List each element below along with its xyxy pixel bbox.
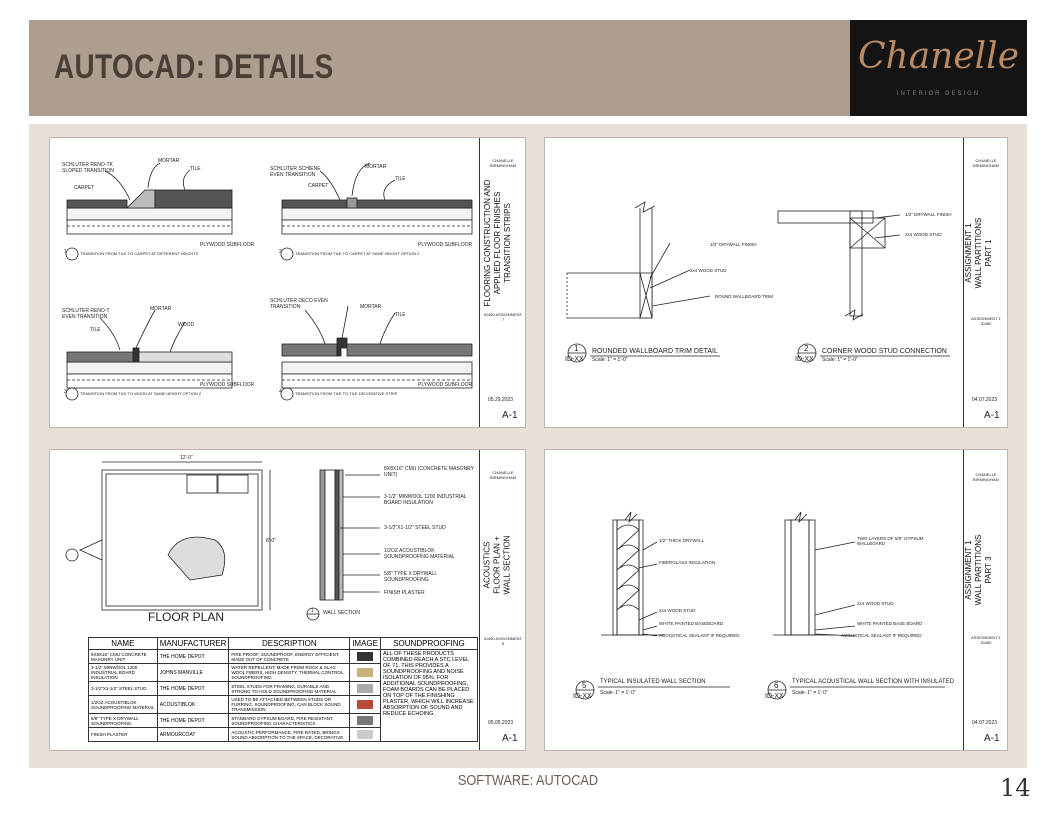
caption-num-5: 5 xyxy=(582,681,587,690)
caption-text-6: TYPICAL ACOUSTICAL WALL SECTION WITH INSULATED xyxy=(792,679,955,685)
title-block xyxy=(479,450,525,750)
cell-manufacturer: THE HOME DEPOT xyxy=(157,650,229,664)
label-carpet-1: CARPET xyxy=(74,185,95,191)
label-baseboard: WHITE PAINTED BASEBOARD xyxy=(659,621,724,626)
label-mortar-4: MORTAR xyxy=(360,304,382,310)
soundproofing-note: ALL OF THESE PRODUCTS COMBINED REACH A STC LEVEL OF 71. THIS PROVIDES A SOUNDPROOFING AND NOISE ISOLATION OF 95%. FOR ADDITIONAL SOUNDPROOFING, FOAM BOARDS CAN BE PLACED ON TOP OF THE FINISHING PLASTER, WHICH WILL INCREASE ABSORPTION OF SOUND AND REDUCE ECHOING. xyxy=(381,650,478,742)
caption-text-1: TRANSITION FROM TILE TO CARPET AT DIFFERENT HEIGHTS xyxy=(80,251,199,256)
wall-label-3: 3-1/2"X1-1/2" STEEL STUD xyxy=(384,525,446,531)
cell-image xyxy=(350,650,381,664)
product-image xyxy=(357,700,373,709)
tb-sheet: A-1 xyxy=(502,410,518,421)
caption-text-4: TRANSITION FROM TILE TO TILE DECORATIVE STRIP xyxy=(295,391,398,396)
sheet-wall-partitions-1 xyxy=(544,137,1008,428)
tb-vertical-title: FLOORING CONSTRUCTION AND APPLIED FLOOR FINISHES TRANSITION STRIPS xyxy=(483,179,512,307)
caption-text-2: TRANSITION FROM TILE TO CARPET AT SAME HEIGHT OPTION 2 xyxy=(295,251,420,256)
caption-text-5: TYPICAL INSULATED WALL SECTION xyxy=(600,679,706,685)
label-deco: SCHLUTER DECO EVEN TRANSITION xyxy=(270,298,328,310)
tb-designer: CHANELLE BIRMINGHAM xyxy=(973,158,999,168)
label-sealant: ACOUSTICAL SEALANT IF REQUIRED xyxy=(659,633,740,638)
label-drywall-1: 1/2" DRYWALL FINISH xyxy=(710,242,757,247)
title-block xyxy=(963,138,1007,427)
tb-course: ASSIGNMENT 1 ID450 xyxy=(971,635,1001,645)
cell-image xyxy=(350,728,381,742)
tb-vertical-title: ASSIGNMENT 1 WALL PARTITIONS PART 3 xyxy=(964,534,993,606)
cell-name: 8X8X16" CMU CONCRETE MASONRY UNIT xyxy=(89,650,158,664)
caption-scale-6: Scale: 1" = 1'-0" xyxy=(792,690,828,696)
col-name: NAME xyxy=(89,638,158,650)
col-soundproofing: SOUNDPROOFING xyxy=(381,638,478,650)
label-drywall-2: 1/2" DRYWALL FINISH xyxy=(905,212,952,217)
cell-manufacturer: ARMOURCOAT xyxy=(157,728,229,742)
product-image xyxy=(357,652,373,661)
caption-scale-1: Scale: 1" = 1'-0" xyxy=(592,357,628,363)
cell-image xyxy=(350,696,381,714)
cell-name: FINISH PLASTER xyxy=(89,728,158,742)
wall-label-1: 8X8X16" CMU (CONCRETE MASONRY UNIT) xyxy=(384,466,474,478)
wall-label-4: 1/2OZ ACOUSTIBLOK SOUNDPROOFING MATERIAL xyxy=(384,548,455,560)
label-plywood-4: PLYWOOD SUBFLOOR xyxy=(418,382,473,388)
cell-image xyxy=(350,714,381,728)
label-tile-4: TILE xyxy=(395,312,406,318)
sheet-acoustics xyxy=(49,449,526,751)
caption-sheet-6: ID-XX xyxy=(765,693,784,700)
tb-designer: CHANELLE BIRMINGHAM xyxy=(973,472,999,482)
cell-name: 3-1/2" MINWOOL 1200 INDUSTRIAL BOARD INSULATION xyxy=(89,664,158,682)
tb-designer: CHANELLE BIRMINGHAM xyxy=(490,158,516,168)
caption-num-1: 1 xyxy=(574,344,579,353)
logo-script: Chanelle xyxy=(857,36,1019,77)
tb-designer: CHANELLE BIRMINGHAM xyxy=(490,470,516,480)
cell-description: WATER REPELLENT, MADE FROM ROCK & SLAG WOOL FIBERS, HIGH DENSITY, THERMAL CONTROL, SOUNDPROOFING xyxy=(229,664,350,682)
label-tile-1: TILE xyxy=(190,166,201,172)
cell-name: 5/8" TYPE X DRYWALL SOUNDPROOFING xyxy=(89,714,158,728)
logo-subtitle: INTERIOR DESIGN xyxy=(896,91,981,97)
product-image xyxy=(357,668,373,677)
label-mortar-3: MORTAR xyxy=(150,306,172,312)
wall-label-6: FINISH PLASTER xyxy=(384,590,425,596)
product-image xyxy=(357,716,373,725)
dim-height: 8'-0" xyxy=(266,538,276,544)
label-reno-tk: SCHLUTER RENO-TK SLOPED TRANSITION xyxy=(62,162,114,174)
cell-manufacturer: THE HOME DEPOT xyxy=(157,682,229,696)
dim-width: 12'-0" xyxy=(180,455,193,461)
sheet-wall-partitions-3 xyxy=(544,449,1008,751)
software-caption: SOFTWARE: AUTOCAD xyxy=(457,772,599,789)
tb-course: ASSIGNMENT 1 ID450 xyxy=(971,316,1001,326)
partition-linework xyxy=(545,138,1007,427)
label-mortar-2: MORTAR xyxy=(365,164,387,170)
wall-label-2: 3-1/2" MINWOOL 1200 INDUSTRIAL BOARD INSULATION xyxy=(384,494,467,506)
col-description: DESCRIPTION xyxy=(229,638,350,650)
tb-date: 05.29.2023 xyxy=(488,397,514,403)
cell-description: FIRE PROOF, SOUNDPROOF, ENERGY EFFICIENT, MADE OUT OF CONCRETE xyxy=(229,650,350,664)
tb-vertical-title: ASSIGNMENT 1 WALL PARTITIONS PART 1 xyxy=(964,217,993,289)
wall-section-num: 1 xyxy=(311,608,314,614)
page-title: AUTOCAD: DETAILS xyxy=(54,48,334,86)
col-manufacturer: MANUFACTURER xyxy=(157,638,229,650)
caption-num-6: 6 xyxy=(774,681,779,690)
tb-vertical-title: ACOUSTICS FLOOR PLAN + WALL SECTION xyxy=(482,535,512,595)
product-image xyxy=(357,730,373,739)
caption-sheet-2: ID-XX xyxy=(795,356,814,363)
cell-description: STEEL STUDS FOR FRAMING, DURABLE AND STRONG TO HOLD SOUNDPROOFING MATERIAL xyxy=(229,682,350,696)
sheet-flooring-transitions xyxy=(49,137,526,428)
tb-sheet: A-1 xyxy=(984,410,1000,421)
label-tile-3: TILE xyxy=(90,327,101,333)
cell-image xyxy=(350,682,381,696)
label-baseboard-2: WHITE PAINTED BASE BOARD xyxy=(857,621,923,626)
tb-date: 04.07.2023 xyxy=(972,720,998,726)
caption-sheet-5: ID-XX xyxy=(573,693,592,700)
product-image xyxy=(357,684,373,693)
tb-date: 05.05.2023 xyxy=(488,720,514,726)
caption-scale-2: Scale: 1" = 1'-0" xyxy=(822,357,858,363)
label-stud-2: 2x4 WOOD STUD xyxy=(905,232,942,237)
label-gypsum: TWO LAYERS OF 5/8" GYPSUM WALLBOARD xyxy=(857,536,924,546)
caption-num-2: 2 xyxy=(279,249,282,255)
cell-name: 1/2OZ ACOUSTIBLOK SOUNDPROOFING MATERIAL xyxy=(89,696,158,714)
caption-text-2: CORNER WOOD STUD CONNECTION xyxy=(822,348,947,355)
label-schiene: SCHLUTER SCHIENE EVEN TRANSITION xyxy=(270,166,321,178)
cell-image xyxy=(350,664,381,682)
label-stud-2: 2x4 WOOD STUD xyxy=(857,601,894,606)
cell-manufacturer: JOHNS MANVILLE xyxy=(157,664,229,682)
page-number: 14 xyxy=(1000,774,1031,802)
label-drywall: 1/2" THICK DRYWALL xyxy=(659,538,705,543)
tb-date: 04.07.2023 xyxy=(972,397,998,403)
caption-text-3: TRANSITION FROM TILE TO WOOD AT SAME HEIGHT OPTION 2 xyxy=(80,391,202,396)
cell-name: 3-1/2"X1-1/2" STEEL STUD xyxy=(89,682,158,696)
caption-num-3: 3 xyxy=(64,389,67,395)
caption-num-1: 1 xyxy=(64,249,67,255)
caption-scale-5: Scale: 1" = 1'-0" xyxy=(600,690,636,696)
caption-num-2: 2 xyxy=(804,344,809,353)
cell-description: STANDARD GYPSUM BOARD, FIRE RESISTANT, SOUNDPROOFING CHARACTERISTICS xyxy=(229,714,350,728)
cell-manufacturer: ACOUSTIBLOK xyxy=(157,696,229,714)
cell-description: ACOUSTIC PERFORMANCE, FIRE RATED, BRINGS SOUND ABSORPTION TO THE SPACE, DECORATIVE xyxy=(229,728,350,742)
caption-text-1: ROUNDED WALLBOARD TRIM DETAIL xyxy=(592,348,718,355)
label-stud-1: 2x4 WOOD STUD xyxy=(690,268,727,273)
label-tile-2: TILE xyxy=(395,176,406,182)
label-fiberglass: FIBERGLASS INSULATION xyxy=(659,560,716,565)
label-trim-1: ROUND WALLBOARD TRIM xyxy=(715,294,774,299)
tb-sheet: A-1 xyxy=(502,733,518,744)
label-reno-t: SCHLUTER RENO-T EVEN TRANSITION xyxy=(62,308,110,320)
label-plywood-1: PLYWOOD SUBFLOOR xyxy=(200,242,255,248)
label-stud: 2x4 WOOD STUD xyxy=(659,608,696,613)
tb-course: ID450 ASSIGNMENT 8 xyxy=(483,636,522,646)
header-banner xyxy=(29,20,1027,116)
materials-table xyxy=(88,637,478,742)
label-plywood-2: PLYWOOD SUBFLOOR xyxy=(418,242,473,248)
cell-manufacturer: THE HOME DEPOT xyxy=(157,714,229,728)
title-block xyxy=(479,138,525,427)
wall-section-text: WALL SECTION xyxy=(323,610,360,616)
title-block xyxy=(963,450,1007,750)
label-plywood-3: PLYWOOD SUBFLOOR xyxy=(200,382,255,388)
tb-sheet: A-1 xyxy=(984,733,1000,744)
label-carpet-2: CARPET xyxy=(308,183,329,189)
caption-sheet-1: ID-XX xyxy=(565,356,584,363)
col-image: IMAGE xyxy=(350,638,381,650)
wall-label-5: 5/8" TYPE X DRYWALL SOUNDPROOFING xyxy=(384,571,437,583)
wall-section-linework xyxy=(545,450,1007,750)
cell-description: USED TO BE ATTACHED BETWEEN STUDS OR FURRING, SOUNDPROOFING, CAN BLOCK SOUND TRANSMISSION xyxy=(229,696,350,714)
label-sealant-2: ACOUSTICAL SEALANT IF REQUIRED xyxy=(841,633,922,638)
brand-logo xyxy=(850,20,1027,116)
table-row xyxy=(89,650,478,664)
label-mortar-1: MORTAR xyxy=(158,158,180,164)
tb-course: ID450 ASSIGNMENT 7 xyxy=(483,312,522,322)
caption-num-4: 4 xyxy=(279,389,282,395)
label-wood-3: WOOD xyxy=(178,322,195,328)
floor-plan-label: FLOOR PLAN xyxy=(148,610,225,624)
